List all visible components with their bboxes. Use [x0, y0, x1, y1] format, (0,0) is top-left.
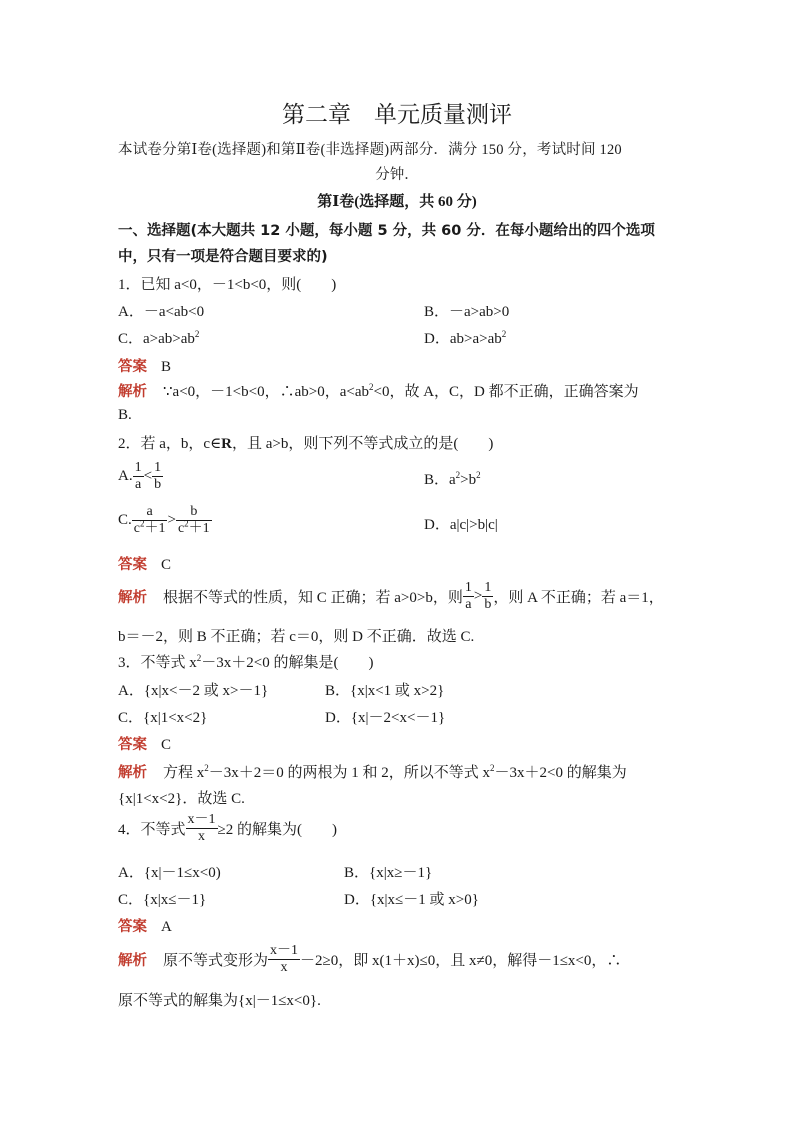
q2-option-c: C. $\frac{a}{c^2+1}$ > $\frac{b}{c^2+1}$ — [118, 504, 210, 536]
q2-analysis-cont: b＝－2，则 B 不正确；若 c＝0，则 D 不正确．故选 C. — [118, 629, 475, 645]
part1-heading: 第Ⅰ卷(选择题，共 60 分) — [317, 194, 477, 210]
analysis-label: 解析 — [118, 384, 147, 400]
answer-label: 答案 — [118, 557, 147, 573]
q2-option-b: B．$a^2>b^2$ — [424, 470, 481, 488]
q2-stem: 2．若 a，b，c∈R，且 a>b，则下列不等式成立的是( ) — [118, 436, 494, 452]
section-heading: 一、选择题(本大题共 12 小题，每小题 5 分，共 60 分．在每小题给出的四个选项 — [118, 223, 655, 239]
intro-text-cont: 分钟． — [375, 167, 419, 183]
section-heading-cont: 中，只有一项是符合题目要求的) — [118, 249, 328, 265]
q4-option-c: C．{x|x≤－1} — [118, 892, 207, 908]
q2-answer: 答案 C — [118, 557, 172, 573]
q4-analysis-cont: 原不等式的解集为{x|－1≤x<0}. — [118, 993, 321, 1009]
q1-analysis: 解析 ∵a<0，－1<b<0，∴ab>0，$a<ab^2<0$，故 A，C，D 都不正确，正确答案为 — [118, 382, 639, 400]
intro-text: 本试卷分第Ⅰ卷(选择题)和第Ⅱ卷(非选择题)两部分．满分 150 分，考试时间 120 — [118, 142, 622, 158]
q2-analysis: 解析 根据不等式的性质，知 C 正确；若 a>0>b，则 $\frac{1}{a}$ > $\frac{1}{b}$ ，则 A 不正确；若 a＝1， — [118, 580, 664, 612]
q4-stem: 4．不等式 $\frac{x-1}{x}$ ≥2 的解集为( ) — [118, 812, 337, 844]
q1-option-d: D．$ab>a>ab^2$ — [424, 329, 507, 347]
q2-option-d: D．a|c|>b|c| — [424, 517, 498, 533]
q1-option-b: B．－a>ab>0 — [424, 304, 510, 320]
q3-option-d: D．{x|－2<x<－1} — [325, 710, 446, 726]
q4-analysis: 解析 原不等式变形为 $\frac{x-1}{x}$ －2≥0，即 x(1＋x)≤0，且 x≠0，解得－1≤x<0，∴ — [118, 943, 622, 975]
analysis-label: 解析 — [118, 953, 147, 969]
q1-answer: 答案 B — [118, 359, 172, 375]
q4-option-b: B．{x|x≥－1} — [344, 865, 433, 881]
q3-analysis: 解析 方程 $x^2-3x+2=0$ 的两根为 1 和 2，所以不等式 $x^2-3x+2<0$ 的解集为 — [118, 763, 627, 781]
q4-option-d: D．{x|x≤－1 或 x>0} — [344, 892, 479, 908]
q3-option-a: A．{x|x<－2 或 x>－1} — [118, 683, 269, 699]
analysis-label: 解析 — [118, 590, 147, 606]
answer-label: 答案 — [118, 737, 147, 753]
q3-analysis-cont: {x|1<x<2}．故选 C. — [118, 791, 245, 807]
q4-option-a: A．{x|－1≤x<0) — [118, 865, 221, 881]
analysis-label: 解析 — [118, 765, 147, 781]
q1-option-c: C．$a>ab>ab^2$ — [118, 329, 200, 347]
q1-option-a: A．－a<ab<0 — [118, 304, 205, 320]
q3-stem: 3．不等式 $x^2-3x+2<0$ 的解集是( ) — [118, 653, 374, 671]
answer-label: 答案 — [118, 919, 147, 935]
page-title: 第二章 单元质量测评 — [282, 102, 512, 127]
q3-option-b: B．{x|x<1 或 x>2} — [325, 683, 445, 699]
q2-option-a: A. $\frac{1}{a}$ < $\frac{1}{b}$ — [118, 460, 162, 492]
q1-stem: 1．已知 a<0，－1<b<0，则( ) — [118, 277, 337, 293]
q4-answer: 答案 A — [118, 919, 172, 935]
answer-label: 答案 — [118, 359, 147, 375]
q3-option-c: C．{x|1<x<2} — [118, 710, 208, 726]
q3-answer: 答案 C — [118, 737, 172, 753]
q1-analysis-cont: B. — [118, 407, 132, 423]
